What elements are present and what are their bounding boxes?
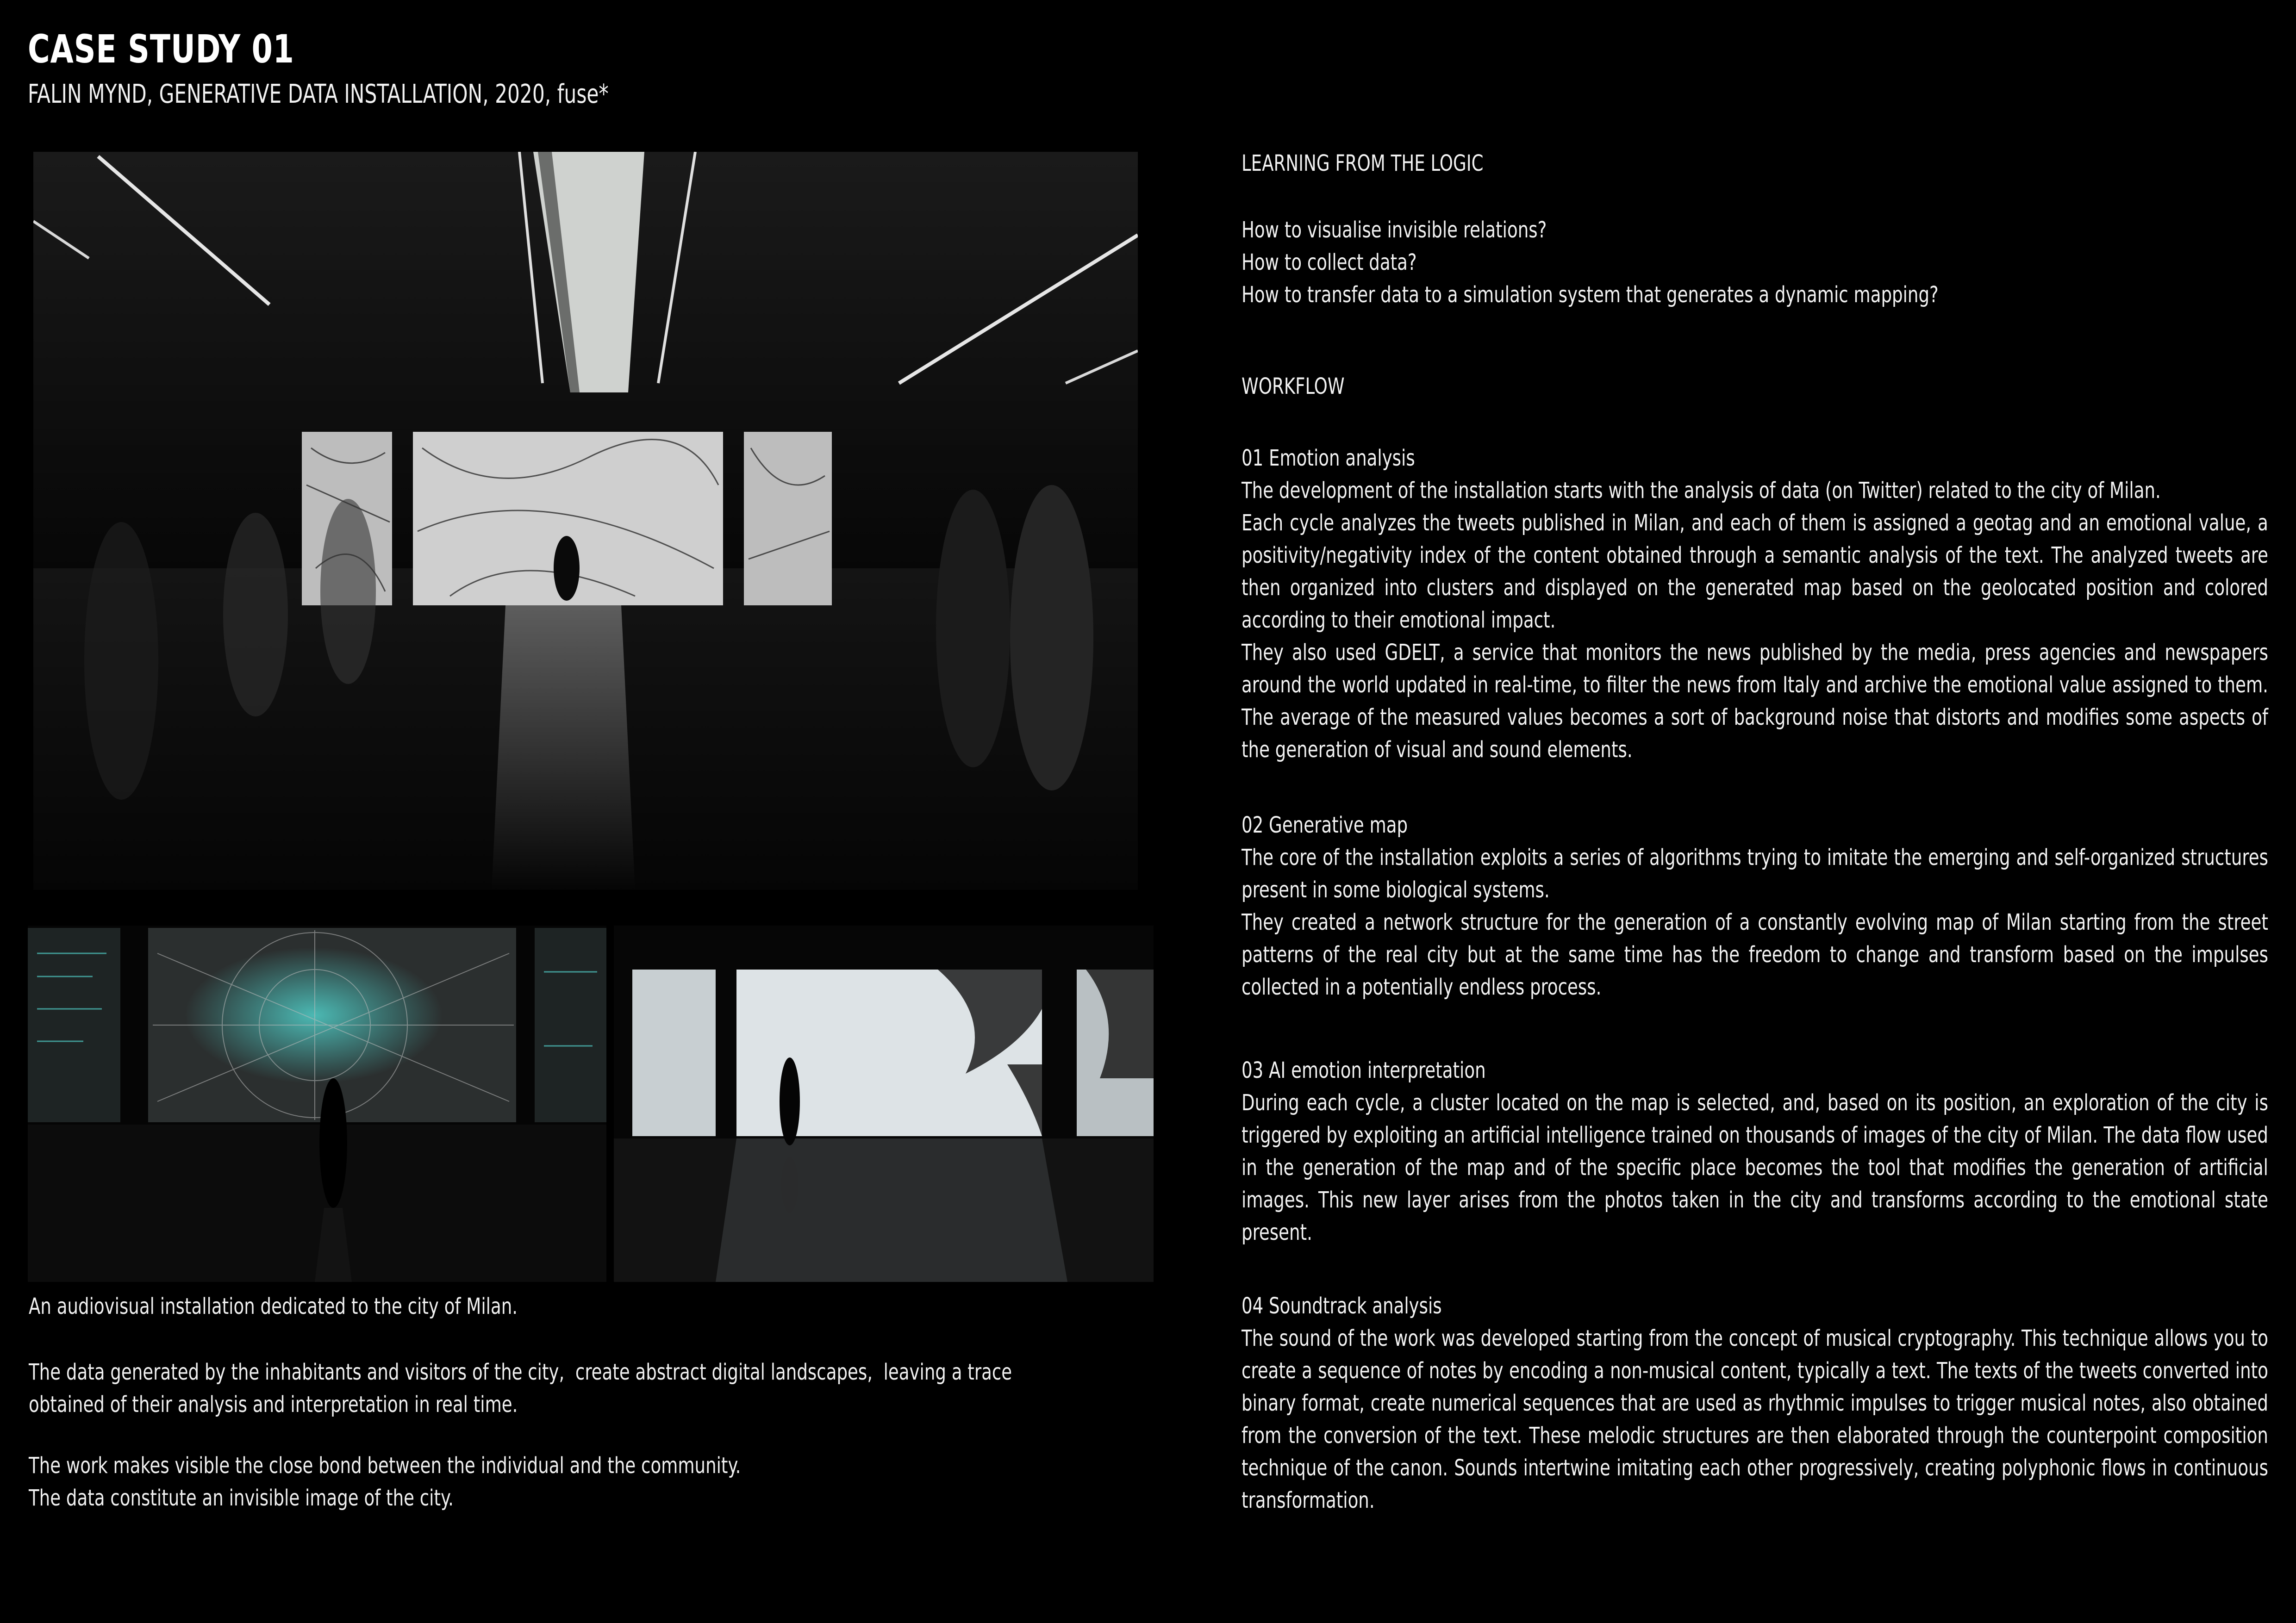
- map-screen-photo: [28, 926, 606, 1282]
- step-1-text-2: Each cycle analyzes the tweets published in Milan, and each of them is assigned a geotag and an emotional value, a positivity/negativity index of the content obtained through a semantic analysis of the text. The analyzed tweets are then organized into clusters and displayed on the generated map based on the geolocated position and colored according to their emotional impact.: [1242, 510, 2268, 633]
- workflow-heading-block: [1242, 370, 2268, 403]
- page-subtitle: FALIN MYND, GENERATIVE DATA INSTALLATION, 2020, fuse*: [28, 79, 609, 109]
- learning-questions: [1242, 214, 2268, 311]
- step-3-text-1: During each cycle, a cluster located on the map is selected, and, based on its position, an exploration of the city is triggered by exploiting an artificial intelligence trained on thousands of images of the city of Milan. The data flow used in the generation of the map and of the specific place becomes the tool that modifies the generation of artificial images. This new layer arises from the photos taken in the city and transforms according to the emotional state present.: [1242, 1090, 2268, 1245]
- step-4-text-1: The sound of the work was developed starting from the concept of musical cryptography. This technique allows you to create a sequence of notes by encoding a non-musical content, typically a text. The texts of the tweets converted into binary format, create numerical sequences that are used as rhythmic impulses to trigger musical notes, also obtained from the conversion of the text. These melodic structures are then elaborated through the counterpoint composition technique of the canon. Sounds intertwine imitating each other progressively, creating polyphonic flows in continuous transformation.: [1242, 1325, 2268, 1513]
- step-2-text-2: They created a network structure for the generation of a constantly evolving map of Milan starting from the street patterns of the real city but at the same time has the freedom to change and transform based on the impulses collected in a potentially endless process.: [1242, 909, 2268, 1000]
- caption-bond-line-2: The data constitute an invisible image of the city.: [29, 1485, 454, 1511]
- step-1-title: 01 Emotion analysis: [1242, 445, 1415, 471]
- caption-intro-text: An audiovisual installation dedicated to the city of Milan.: [29, 1293, 518, 1319]
- caption-bond: [29, 1449, 1140, 1514]
- learning-heading: LEARNING FROM THE LOGIC: [1242, 150, 1484, 176]
- question-1: How to visualise invisible relations?: [1242, 217, 1547, 243]
- workflow-heading: WORKFLOW: [1242, 373, 1345, 399]
- workflow-step-soundtrack: [1242, 1290, 2268, 1517]
- step-2-text-1: The core of the installation exploits a series of algorithms trying to imitate the emerging and self-organized structures present in some biological systems.: [1242, 845, 2268, 903]
- caption-data-line-1: The data generated by the inhabitants and visitors of the city, create abstract digital landscapes, leaving a trace: [29, 1359, 1012, 1385]
- caption-data-line-2: obtained of their analysis and interpretation in real time.: [29, 1392, 518, 1418]
- workflow-step-generative-map: [1242, 809, 2268, 1003]
- question-2: How to collect data?: [1242, 249, 1417, 275]
- workflow-step-ai-emotion: [1242, 1054, 2268, 1249]
- ai-image-screen-photo: [614, 926, 1154, 1282]
- step-1-text-3: They also used GDELT, a service that monitors the news published by the media, press agencies and newspapers around the world updated in real-time, to filter the news from Italy and archive the emotional value assigned to them. The average of the measured values becomes a sort of background noise that distorts and modifies some aspects of the generation of visual and sound elements.: [1242, 640, 2268, 763]
- caption-data: [29, 1356, 1140, 1421]
- installation-hall-photo: [33, 152, 1138, 890]
- workflow-step-emotion-analysis: [1242, 442, 2268, 766]
- caption-bond-line-1: The work makes visible the close bond between the individual and the community.: [29, 1453, 741, 1479]
- question-3: How to transfer data to a simulation system that generates a dynamic mapping?: [1242, 282, 1939, 308]
- step-3-title: 03 AI emotion interpretation: [1242, 1057, 1486, 1083]
- learning-section: [1242, 147, 2268, 180]
- page-title: CASE STUDY 01: [28, 26, 294, 72]
- step-4-title: 04 Soundtrack analysis: [1242, 1293, 1442, 1319]
- step-2-title: 02 Generative map: [1242, 812, 1408, 838]
- step-1-text-1: The development of the installation starts with the analysis of data (on Twitter) related to the city of Milan.: [1242, 478, 2161, 504]
- caption-intro: [29, 1290, 1140, 1323]
